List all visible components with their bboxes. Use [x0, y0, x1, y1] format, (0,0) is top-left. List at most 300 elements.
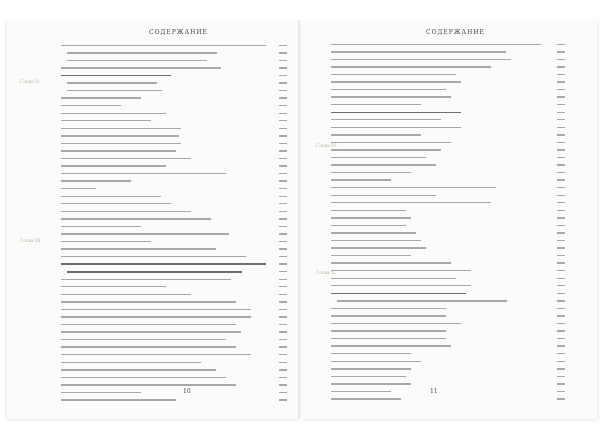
toc-entry-page-placeholder — [557, 210, 565, 211]
toc-entry-page-placeholder — [557, 66, 565, 67]
toc-entry-title-placeholder — [331, 157, 426, 158]
toc-entry — [61, 382, 287, 389]
toc-entry-page-placeholder — [279, 52, 287, 53]
toc-entry-page-placeholder — [557, 262, 565, 263]
toc-entry — [61, 231, 287, 238]
toc-entry-page-placeholder — [279, 90, 287, 91]
toc-entry — [331, 320, 565, 327]
toc-entry — [61, 80, 287, 87]
toc-entry-title-placeholder — [61, 392, 141, 393]
toc-left — [61, 42, 287, 404]
toc-entry-page-placeholder — [557, 353, 565, 354]
toc-entry-page-placeholder — [557, 44, 565, 45]
toc-entry-title-placeholder — [61, 211, 191, 212]
toc-entry-page-placeholder — [279, 362, 287, 363]
toc-entry — [61, 117, 287, 124]
toc-entry-title-placeholder — [61, 120, 151, 121]
toc-entry — [331, 177, 565, 184]
toc-entry-page-placeholder — [279, 128, 287, 129]
toc-entry-title-placeholder — [61, 362, 201, 363]
toc-entry-title-placeholder — [61, 369, 216, 370]
toc-entry-title-placeholder — [331, 195, 436, 196]
toc-entry-page-placeholder — [279, 339, 287, 340]
toc-entry-page-placeholder — [557, 376, 565, 377]
toc-entry-title-placeholder — [61, 165, 166, 166]
toc-entry-title-placeholder — [331, 210, 406, 211]
toc-entry-page-placeholder — [279, 211, 287, 212]
toc-entry-title-placeholder — [61, 226, 141, 227]
chapter-label-3: Глава III. — [20, 239, 42, 244]
toc-entry-page-placeholder — [557, 323, 565, 324]
toc-entry — [331, 132, 565, 139]
toc-entry — [331, 124, 565, 131]
toc-entry-title-placeholder — [67, 52, 217, 53]
toc-entry-page-placeholder — [557, 142, 565, 143]
toc-entry-title-placeholder — [331, 89, 446, 90]
toc-entry-page-placeholder — [279, 392, 287, 393]
toc-entry-title-placeholder — [331, 308, 446, 309]
toc-entry-page-placeholder — [557, 300, 565, 301]
folio-left: 10 — [183, 388, 191, 395]
toc-entry-page-placeholder — [557, 361, 565, 362]
toc-entry-title-placeholder — [61, 301, 236, 302]
toc-entry-title-placeholder — [331, 398, 401, 399]
toc-entry-title-placeholder — [331, 240, 421, 241]
toc-entry-page-placeholder — [557, 383, 565, 384]
toc-entry — [331, 116, 565, 123]
toc-entry — [331, 313, 565, 320]
toc-entry-title-placeholder — [331, 96, 451, 97]
toc-entry-page-placeholder — [557, 74, 565, 75]
toc-entry-title-placeholder — [61, 143, 181, 144]
toc-entry — [61, 284, 287, 291]
toc-entry — [331, 335, 565, 342]
toc-entry-title-placeholder — [61, 316, 251, 317]
toc-entry-page-placeholder — [557, 149, 565, 150]
toc-entry — [331, 396, 565, 403]
toc-entry-page-placeholder — [279, 180, 287, 181]
toc-entry-page-placeholder — [557, 368, 565, 369]
toc-entry-title-placeholder — [331, 285, 471, 286]
toc-entry-page-placeholder — [279, 256, 287, 257]
toc-entry-title-placeholder — [331, 262, 451, 263]
toc-entry — [331, 343, 565, 350]
toc-entry-page-placeholder — [557, 285, 565, 286]
toc-entry — [61, 200, 287, 207]
toc-entry — [331, 56, 565, 63]
toc-entry-title-placeholder — [61, 188, 96, 189]
toc-entry-page-placeholder — [279, 324, 287, 325]
toc-entry-title-placeholder — [331, 247, 426, 248]
toc-entry — [61, 125, 287, 132]
toc-entry-title-placeholder — [331, 376, 406, 377]
toc-entry-page-placeholder — [279, 150, 287, 151]
toc-entry — [331, 230, 565, 237]
toc-entry-page-placeholder — [279, 346, 287, 347]
toc-entry-page-placeholder — [557, 293, 565, 294]
toc-entry — [61, 216, 287, 223]
toc-entry — [331, 184, 565, 191]
toc-entry-title-placeholder — [61, 263, 266, 265]
left-page — [7, 20, 299, 419]
toc-entry — [331, 162, 565, 169]
toc-entry-page-placeholder — [557, 134, 565, 135]
toc-entry-page-placeholder — [557, 278, 565, 279]
toc-entry-page-placeholder — [557, 345, 565, 346]
toc-entry-title-placeholder — [61, 97, 141, 98]
toc-entry-title-placeholder — [61, 339, 226, 340]
toc-entry-page-placeholder — [279, 354, 287, 355]
toc-entry-page-placeholder — [279, 60, 287, 61]
toc-entry-title-placeholder — [331, 127, 461, 128]
toc-entry-title-placeholder — [61, 241, 151, 242]
toc-entry — [331, 373, 565, 380]
toc-entry-page-placeholder — [279, 120, 287, 121]
toc-entry — [61, 42, 287, 49]
toc-entry — [61, 72, 287, 79]
toc-entry-page-placeholder — [557, 217, 565, 218]
toc-entry-page-placeholder — [279, 97, 287, 98]
toc-entry — [331, 358, 565, 365]
toc-entry-page-placeholder — [279, 113, 287, 114]
toc-entry-title-placeholder — [61, 384, 236, 385]
toc-entry-title-placeholder — [67, 82, 157, 83]
toc-entry — [61, 87, 287, 94]
toc-entry — [61, 140, 287, 147]
toc-entry — [331, 109, 565, 116]
toc-entry-title-placeholder — [331, 66, 491, 67]
toc-entry — [61, 170, 287, 177]
toc-entry-page-placeholder — [279, 301, 287, 302]
toc-entry — [61, 389, 287, 396]
toc-entry — [331, 49, 565, 56]
toc-entry-page-placeholder — [557, 187, 565, 188]
toc-entry-page-placeholder — [557, 96, 565, 97]
toc-entry — [61, 359, 287, 366]
toc-entry-title-placeholder — [331, 225, 406, 226]
toc-entry — [331, 154, 565, 161]
toc-entry-title-placeholder — [331, 164, 436, 165]
toc-entry-page-placeholder — [279, 82, 287, 83]
toc-entry — [331, 260, 565, 267]
toc-entry — [331, 350, 565, 357]
toc-entry-page-placeholder — [279, 294, 287, 295]
toc-entry-title-placeholder — [61, 248, 216, 249]
toc-entry — [61, 291, 287, 298]
right-page — [301, 20, 597, 419]
toc-entry-page-placeholder — [557, 104, 565, 105]
toc-entry — [61, 50, 287, 57]
toc-entry-title-placeholder — [61, 377, 226, 378]
folio-right: 11 — [430, 388, 438, 395]
toc-entry — [331, 388, 565, 395]
toc-entry-page-placeholder — [279, 369, 287, 370]
toc-entry — [61, 193, 287, 200]
toc-entry-page-placeholder — [557, 195, 565, 196]
toc-entry — [331, 215, 565, 222]
chapter-label-2: Глава II. — [20, 80, 41, 85]
toc-entry-page-placeholder — [279, 286, 287, 287]
toc-entry-title-placeholder — [331, 142, 451, 143]
toc-entry-page-placeholder — [279, 226, 287, 227]
toc-entry-page-placeholder — [557, 330, 565, 331]
toc-entry — [331, 305, 565, 312]
toc-entry — [61, 133, 287, 140]
toc-entry-title-placeholder — [331, 59, 511, 60]
toc-entry-title-placeholder — [61, 173, 226, 174]
toc-entry-title-placeholder — [61, 105, 121, 106]
toc-entry-page-placeholder — [279, 399, 287, 400]
toc-entry — [61, 321, 287, 328]
toc-entry-title-placeholder — [61, 309, 251, 310]
toc-entry-title-placeholder — [331, 345, 451, 346]
toc-entry-title-placeholder — [61, 203, 171, 204]
toc-entry — [61, 306, 287, 313]
toc-entry — [331, 298, 565, 305]
toc-entry-title-placeholder — [331, 217, 411, 218]
toc-entry-title-placeholder — [331, 202, 491, 203]
toc-entry — [331, 41, 565, 48]
toc-entry-title-placeholder — [61, 158, 191, 159]
toc-entry-page-placeholder — [279, 263, 287, 264]
toc-entry-title-placeholder — [331, 361, 421, 362]
toc-entry — [331, 199, 565, 206]
toc-entry-page-placeholder — [279, 75, 287, 76]
toc-entry — [331, 139, 565, 146]
toc-entry-page-placeholder — [557, 232, 565, 233]
toc-entry-page-placeholder — [557, 240, 565, 241]
toc-entry-page-placeholder — [557, 308, 565, 309]
toc-entry — [61, 336, 287, 343]
toc-entry — [61, 223, 287, 230]
toc-entry — [61, 57, 287, 64]
toc-entry-page-placeholder — [557, 51, 565, 52]
toc-right — [331, 41, 565, 403]
toc-entry — [331, 71, 565, 78]
toc-entry — [331, 237, 565, 244]
toc-entry-page-placeholder — [279, 316, 287, 317]
toc-entry-title-placeholder — [331, 81, 461, 82]
toc-entry-title-placeholder — [331, 51, 506, 52]
toc-entry-title-placeholder — [61, 67, 221, 68]
toc-entry-title-placeholder — [331, 270, 471, 271]
toc-entry-title-placeholder — [61, 324, 236, 325]
toc-entry — [61, 110, 287, 117]
toc-entry-page-placeholder — [557, 270, 565, 271]
toc-entry-page-placeholder — [279, 218, 287, 219]
toc-entry-title-placeholder — [61, 150, 176, 151]
toc-entry — [61, 299, 287, 306]
toc-entry-page-placeholder — [557, 164, 565, 165]
toc-entry — [331, 267, 565, 274]
toc-entry-title-placeholder — [331, 323, 461, 324]
toc-entry-title-placeholder — [61, 399, 176, 400]
toc-entry-title-placeholder — [331, 353, 411, 354]
toc-entry-title-placeholder — [61, 45, 266, 46]
toc-entry — [331, 328, 565, 335]
toc-entry-page-placeholder — [279, 271, 287, 272]
toc-entry — [331, 222, 565, 229]
toc-entry — [331, 275, 565, 282]
toc-entry-title-placeholder — [61, 286, 166, 287]
toc-entry — [331, 192, 565, 199]
toc-entry — [61, 208, 287, 215]
toc-entry-title-placeholder — [331, 391, 391, 392]
toc-entry-title-placeholder — [61, 294, 191, 295]
toc-entry-page-placeholder — [557, 255, 565, 256]
toc-entry-page-placeholder — [279, 196, 287, 197]
toc-entry — [61, 238, 287, 245]
toc-entry — [61, 148, 287, 155]
toc-entry — [61, 397, 287, 404]
toc-entry-title-placeholder — [61, 75, 171, 77]
toc-entry-page-placeholder — [279, 143, 287, 144]
toc-entry — [331, 79, 565, 86]
toc-entry-title-placeholder — [331, 104, 421, 105]
toc-entry-title-placeholder — [61, 113, 166, 114]
toc-entry — [331, 366, 565, 373]
toc-entry — [61, 268, 287, 275]
toc-entry-page-placeholder — [557, 172, 565, 173]
toc-entry — [331, 283, 565, 290]
toc-entry-title-placeholder — [331, 149, 441, 150]
toc-entry — [61, 163, 287, 170]
toc-entry-title-placeholder — [331, 293, 466, 295]
toc-entry-page-placeholder — [557, 247, 565, 248]
toc-entry — [61, 155, 287, 162]
toc-entry — [61, 276, 287, 283]
toc-entry-page-placeholder — [557, 119, 565, 120]
toc-entry-title-placeholder — [61, 279, 231, 280]
toc-entry-title-placeholder — [331, 383, 411, 384]
toc-entry-title-placeholder — [61, 346, 236, 347]
toc-entry-page-placeholder — [279, 203, 287, 204]
toc-entry-page-placeholder — [557, 391, 565, 392]
toc-entry-title-placeholder — [331, 119, 441, 120]
toc-entry — [61, 351, 287, 358]
toc-entry-page-placeholder — [557, 127, 565, 128]
toc-entry-title-placeholder — [61, 128, 181, 129]
toc-entry — [61, 344, 287, 351]
toc-entry — [331, 169, 565, 176]
toc-entry-title-placeholder — [331, 338, 446, 339]
toc-entry-page-placeholder — [557, 157, 565, 158]
toc-entry-title-placeholder — [67, 90, 162, 91]
toc-entry-page-placeholder — [557, 59, 565, 60]
toc-entry-title-placeholder — [61, 218, 211, 219]
toc-entry-page-placeholder — [557, 202, 565, 203]
toc-entry — [61, 367, 287, 374]
toc-entry-title-placeholder — [61, 180, 131, 181]
toc-entry-page-placeholder — [557, 225, 565, 226]
toc-entry — [331, 252, 565, 259]
toc-entry-page-placeholder — [279, 45, 287, 46]
toc-entry-page-placeholder — [279, 67, 287, 68]
toc-entry — [331, 101, 565, 108]
toc-entry-page-placeholder — [279, 248, 287, 249]
toc-entry-page-placeholder — [557, 315, 565, 316]
toc-entry-title-placeholder — [67, 271, 242, 273]
toc-entry-title-placeholder — [331, 172, 411, 173]
toc-entry-page-placeholder — [557, 398, 565, 399]
toc-entry-page-placeholder — [279, 233, 287, 234]
toc-entry-page-placeholder — [557, 338, 565, 339]
toc-entry — [61, 374, 287, 381]
toc-entry-title-placeholder — [331, 232, 416, 233]
toc-entry — [61, 185, 287, 192]
toc-entry — [61, 65, 287, 72]
toc-entry-title-placeholder — [61, 135, 179, 136]
toc-entry-title-placeholder — [61, 331, 241, 332]
toc-entry — [331, 381, 565, 388]
toc-entry — [61, 95, 287, 102]
toc-entry — [61, 314, 287, 321]
toc-entry-title-placeholder — [331, 134, 421, 135]
toc-entry — [331, 64, 565, 71]
toc-entry-page-placeholder — [279, 309, 287, 310]
toc-entry-title-placeholder — [61, 354, 251, 355]
toc-entry-page-placeholder — [279, 158, 287, 159]
chapter-label-4: Глава IV. — [316, 144, 337, 149]
toc-entry — [331, 86, 565, 93]
toc-entry-page-placeholder — [279, 135, 287, 136]
toc-entry-page-placeholder — [557, 112, 565, 113]
toc-entry-title-placeholder — [331, 74, 456, 75]
toc-entry — [61, 261, 287, 268]
running-head-left: СОДЕРЖАНИЕ — [149, 29, 208, 36]
toc-entry-title-placeholder — [61, 233, 229, 234]
toc-entry — [331, 94, 565, 101]
toc-entry-page-placeholder — [557, 81, 565, 82]
toc-entry — [331, 245, 565, 252]
toc-entry-title-placeholder — [331, 179, 391, 180]
toc-entry-title-placeholder — [61, 196, 161, 197]
toc-entry — [331, 290, 565, 297]
toc-entry-title-placeholder — [331, 278, 456, 279]
toc-entry — [331, 147, 565, 154]
toc-entry — [61, 178, 287, 185]
toc-entry-page-placeholder — [279, 377, 287, 378]
toc-entry-page-placeholder — [557, 179, 565, 180]
toc-entry — [61, 253, 287, 260]
toc-entry-title-placeholder — [331, 255, 411, 256]
toc-entry-page-placeholder — [279, 241, 287, 242]
toc-entry-title-placeholder — [331, 315, 446, 316]
toc-entry — [61, 329, 287, 336]
toc-entry-page-placeholder — [279, 165, 287, 166]
toc-entry-page-placeholder — [279, 279, 287, 280]
toc-entry-page-placeholder — [279, 105, 287, 106]
toc-entry — [331, 207, 565, 214]
toc-entry-title-placeholder — [331, 368, 411, 369]
toc-entry-title-placeholder — [61, 256, 246, 257]
toc-entry-title-placeholder — [331, 330, 446, 331]
toc-entry-page-placeholder — [279, 188, 287, 189]
toc-entry-title-placeholder — [331, 112, 461, 114]
toc-entry-title-placeholder — [331, 44, 541, 45]
toc-entry-page-placeholder — [279, 173, 287, 174]
toc-entry-page-placeholder — [279, 331, 287, 332]
toc-entry-page-placeholder — [279, 384, 287, 385]
running-head-right: СОДЕРЖАНИЕ — [426, 29, 485, 36]
toc-entry-title-placeholder — [337, 300, 507, 301]
toc-entry-title-placeholder — [67, 60, 207, 61]
toc-entry-page-placeholder — [557, 89, 565, 90]
toc-entry — [61, 102, 287, 109]
toc-entry-title-placeholder — [331, 187, 496, 188]
toc-entry — [61, 246, 287, 253]
chapter-label-5: Глава V. — [316, 271, 336, 276]
